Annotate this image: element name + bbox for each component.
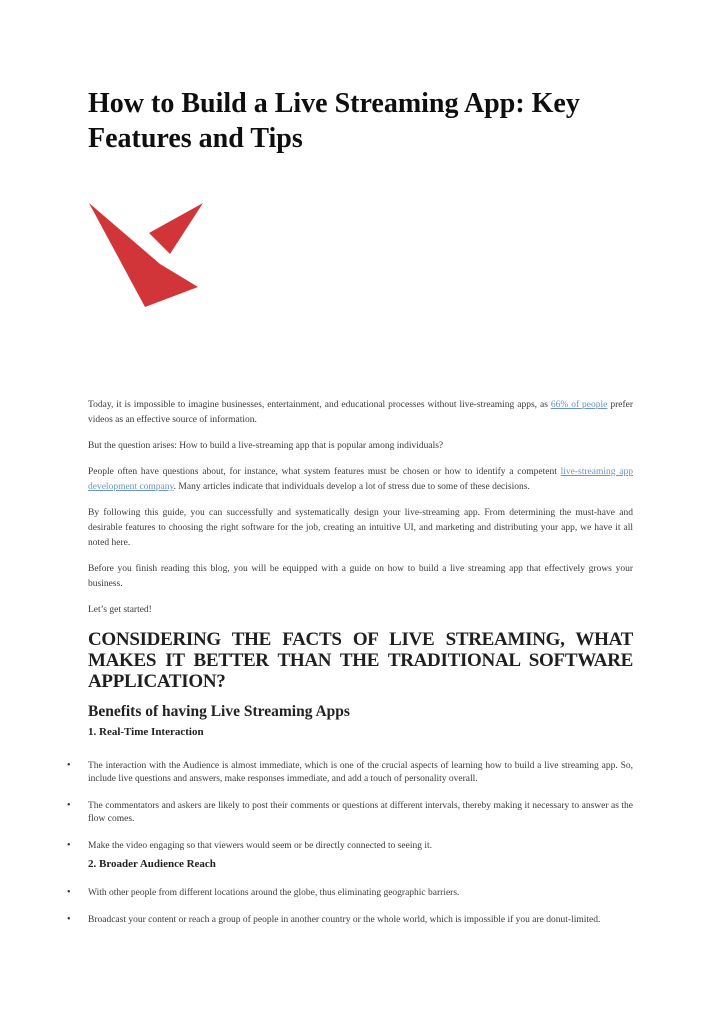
paragraph-text-segment: prefer videos as an effective source of information. [88,400,633,425]
red-arrow-logo-icon [88,200,206,308]
list-item [67,840,633,853]
bullet-icon: • [67,840,71,851]
link-66-percent-of-people[interactable]: 66% of people [550,400,608,410]
intro-paragraph-2: But the question arises: How to build a live-streaming app that is popular among individuals? [88,441,444,451]
page-title: How to Build a Live Streaming App: Key Features and Tips [88,88,580,154]
paragraph-text-segment: Today, it is impossible to imagine businesses, entertainment, and educational processes without live-streaming apps, as [88,400,551,410]
benefit-1-list [67,760,633,853]
list-item-text: The interaction with the Audience is almost immediate, which is one of the crucial aspects of learning how to build a live streaming app. So, include live questions and answers, make responses immediate, and add a touch of personality overall. [88,761,633,784]
link-live-streaming-app-development-company[interactable]: live-streaming app development company [88,467,633,492]
company-logo [88,200,206,308]
bullet-icon: • [67,914,71,925]
list-item [67,760,633,786]
list-item [67,914,633,927]
intro-paragraph-3 [88,465,633,495]
benefit-2-list [67,887,633,927]
list-item-text: With other people from different locations around the globe, thus eliminating geographic barriers. [88,888,460,898]
list-item-text: Broadcast your content or reach a group of people in another country or the whole world, which is impossible if you are donut-limited. [88,915,601,925]
benefits-subheading: Benefits of having Live Streaming Apps [88,703,350,720]
bullet-icon: • [67,760,71,771]
bullet-icon: • [67,800,71,811]
paragraph-text-segment: People often have questions about, for instance, what system features must be chosen or how to identify a competent [88,467,561,477]
paragraph-text-segment: . Many articles indicate that individuals develop a lot of stress due to some of these decisions. [173,482,530,492]
benefit-2-title: 2. Broader Audience Reach [88,858,216,870]
benefit-1-title: 1. Real-Time Interaction [88,726,204,738]
bullet-icon: • [67,887,71,898]
intro-paragraph-4: By following this guide, you can successfully and systematically design your live-streaming app. From determining the must-have and desirable features to choosing the right software for the job, creating an intuitive UI, and marketing and distributing your app, we have it all noted here. [88,508,633,548]
list-item [67,887,633,900]
list-item [67,800,633,826]
intro-paragraph-6: Let’s get started! [88,605,152,615]
list-item-text: Make the video engaging so that viewers would seem or be directly connected to seeing it. [88,841,433,851]
section-heading: CONSIDERING THE FACTS OF LIVE STREAMING, WHAT MAKES IT BETTER THAN THE TRADITIONAL SOFTWARE APPLICATION? [88,629,633,692]
intro-paragraph-5: Before you finish reading this blog, you will be equipped with a guide on how to build a live streaming app that effectively grows your business. [88,564,633,589]
intro-paragraph-1 [88,398,633,428]
logo-small-triangle-shape [149,203,203,254]
list-item-text: The commentators and askers are likely to post their comments or questions at different intervals, thereby making it necessary to answer as the flow comes. [88,801,633,824]
